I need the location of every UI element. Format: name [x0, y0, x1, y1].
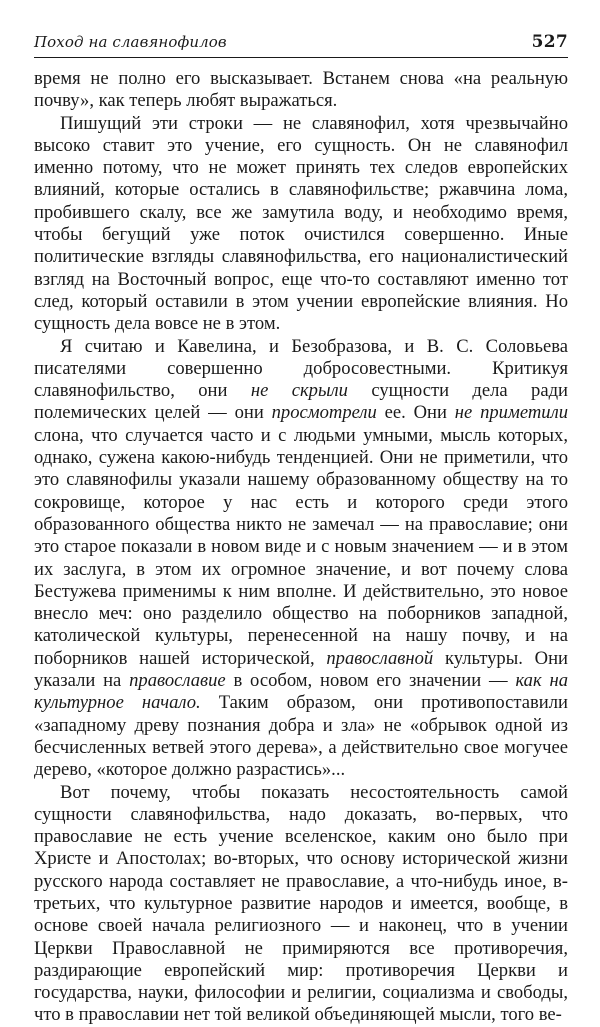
paragraph-1-text: время не полно его высказывает. Встанем снова «на реальную почву», как теперь любят выражаться.: [34, 68, 568, 112]
running-title: Поход на славянофилов: [34, 33, 227, 51]
paragraph-1: [34, 68, 568, 113]
paragraph-4-text: Вот почему, чтобы показать несостоятельность самой сущности славянофильства, надо доказать, во-первых, что православие не есть учение вселенское, каким оно было при Христе и Апостолах; во-вторых, что основу исторической жизни русского народа составляет не православие, а что-нибудь иное, в-третьих, что культурное развитие народов и имеется, вообще, в основе своей начала религиозного — и наконец, что в учении Церкви Православной не примиряются все противоречия, раздирающие европейский мир: противоречия Церкви и государства, науки, философии и религии, социализма и свободы, что в православии нет той великой объединяющей мысли, того ве-: [34, 781, 568, 1026]
paragraph-3-italic-phrase: не приметили: [454, 402, 568, 424]
paragraph-2-text: Пишущий эти строки — не славянофил, хотя чрезвычайно высоко ставит это учение, его сущность. Он не славянофил именно потому, что не может принять тех следов европейских влияний, которые остались в славянофильстве; ржавчина лома, пробившего скалу, все же замутила воду, и необходимо время, чтобы бегущий уже поток очистился совершенно. Иные политические взгляды славянофильства, его националистический взгляд на Восточный вопрос, еще что-то составляют именно тот след, который оставили в этом учении европейские влияния. Но сущность дела вовсе не в этом.: [34, 112, 568, 335]
paragraph-3-text: сущности дела ради полемических целей — они: [34, 380, 569, 424]
book-page: [34, 32, 568, 1027]
paragraph-3-text: Таким образом, они противопоставили «западному древу познания добра и зла» не «обрывок одной из бесчисленных ветвей этого дерева», а действительно свое могучее дерево, «которое должно разрастись»...: [34, 692, 568, 781]
paragraph-3-text: Я считаю и Кавелина, и Безобразова, и В. С. Соловьева писателями совершенно добросовестными. Критикуя славянофильство, они: [34, 335, 568, 402]
body-text: [34, 68, 568, 1027]
paragraph-3-italic-phrase: просмотрели: [271, 402, 377, 424]
paragraph-3-italic-phrase: как на культурное начало.: [34, 670, 569, 714]
paragraph-2: [34, 113, 568, 336]
paragraph-3-italic-phrase: не скрыли: [250, 380, 348, 402]
paragraph-3-text: в особом, новом его значении —: [225, 670, 516, 692]
paragraph-3-text: слона, что случается часто и с людьми умными, мысль которых, однако, сужена какою-нибудь тенденцией. Они не приметили, что это славянофилы указали нашему образованному обществу на то сокровище, которое у нас есть и которого среди этого образованного общества никто не замечал — на православие; они это старое показали в новом виде и с новым значением — и в этом их заслуга, в этом их огромное значение, и вот почему слова Бестужева применимы к ним вполне. И действительно, это новое внесло меч: оно разделило общество на поборников западной, католической культуры, перенесенной на нашу почву, и на поборников нашей исторической,: [34, 424, 568, 669]
running-header: [34, 32, 568, 58]
paragraph-4: [34, 782, 568, 1027]
paragraph-3-italic-phrase: православие: [129, 670, 226, 692]
paragraph-3-text: ее. Они: [376, 402, 455, 424]
paragraph-3: [34, 336, 568, 782]
paragraph-3-italic-phrase: православной: [326, 647, 434, 669]
paragraph-3-text: культуры. Они указали на: [34, 647, 568, 692]
page-number: 527: [531, 32, 568, 52]
